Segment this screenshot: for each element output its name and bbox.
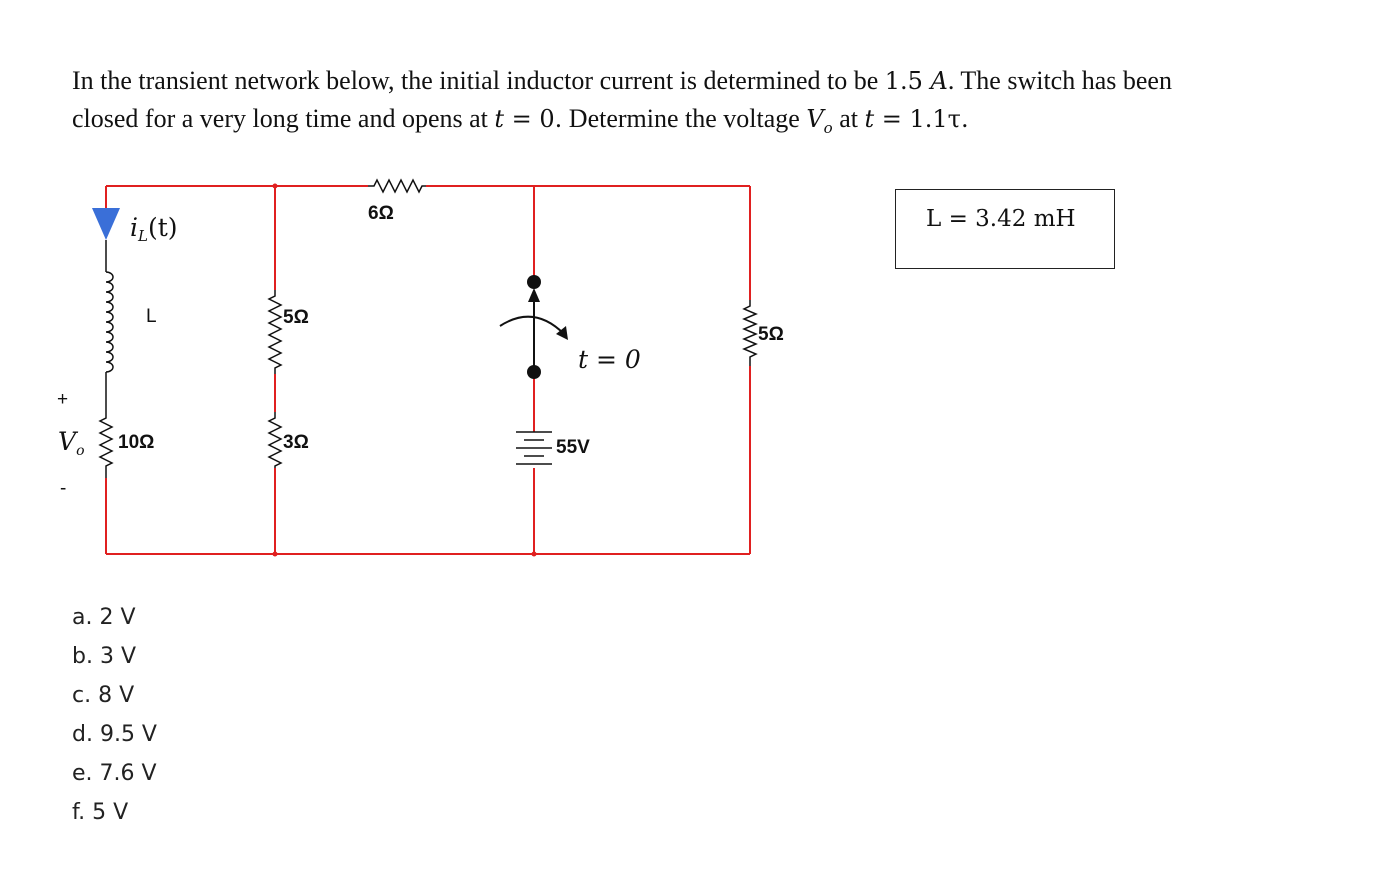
switch-time-label: t = 0 [578,345,641,374]
resistor-5-right-symbol [744,300,756,366]
initial-current-value: 1.5 [884,67,931,95]
switch-time-expression: = 0. [504,105,563,133]
junction-dots [273,184,537,557]
resistor-5-left-symbol [269,290,281,374]
time-variable: t [494,105,505,133]
inductor-symbol [106,272,113,372]
voltage-source-symbol [516,432,552,464]
resistor-3-label: 3Ω [283,432,309,453]
answer-choice[interactable]: c. 8 V [72,683,135,708]
resistor-6-symbol [368,180,426,192]
resistor-5-right-label: 5Ω [758,324,784,345]
resistor-5-left-label: 5Ω [283,307,309,328]
problem-text: at [832,104,865,133]
vo-symbol: V [806,105,824,133]
problem-text: In the transient network below, the initial inductor current is determined to be [72,66,885,95]
vo-label: $V_o$ [58,427,85,459]
time-variable: t [864,105,875,133]
answer-choices [72,598,157,832]
answer-choice[interactable]: a. 2 V [72,605,136,630]
current-unit: A [930,67,948,95]
problem-text: closed for a very long time and opens at [72,104,495,133]
switch-action-arc [500,317,564,334]
junction-dot [273,184,278,189]
current-direction-arrow [92,208,120,240]
junction-dot [273,552,278,557]
target-time-expression: = 1.1τ. [874,105,969,133]
resistor-10-symbol [100,410,112,478]
switch-terminal-top [527,275,541,289]
resistor-3-symbol [269,412,281,468]
problem-text: . The switch has been [947,66,1172,95]
answer-choice[interactable]: f. 5 V [72,800,129,825]
resistor-10-label: 10Ω [118,432,155,453]
answer-choice[interactable]: d. 9.5 V [72,722,157,747]
switch-blade-arrowhead [528,288,540,302]
vo-minus-sign: - [60,478,67,499]
junction-dot [532,552,537,557]
answer-choice[interactable]: e. 7.6 V [72,761,157,786]
resistor-6-label: 6Ω [368,203,394,224]
answer-choice[interactable]: b. 3 V [72,644,136,669]
inductor-label: L [146,306,157,327]
inductor-current-label: $i_L(t)$ [130,213,178,245]
given-inductance-box [895,189,1115,269]
vo-plus-sign: + [57,389,69,410]
problem-text: Determine the voltage [562,104,807,133]
wires [106,186,750,554]
given-inductance-text: L = 3.42 mH [926,206,1076,232]
vo-subscript: o [823,119,833,138]
voltage-source-label: 55V [556,437,590,458]
